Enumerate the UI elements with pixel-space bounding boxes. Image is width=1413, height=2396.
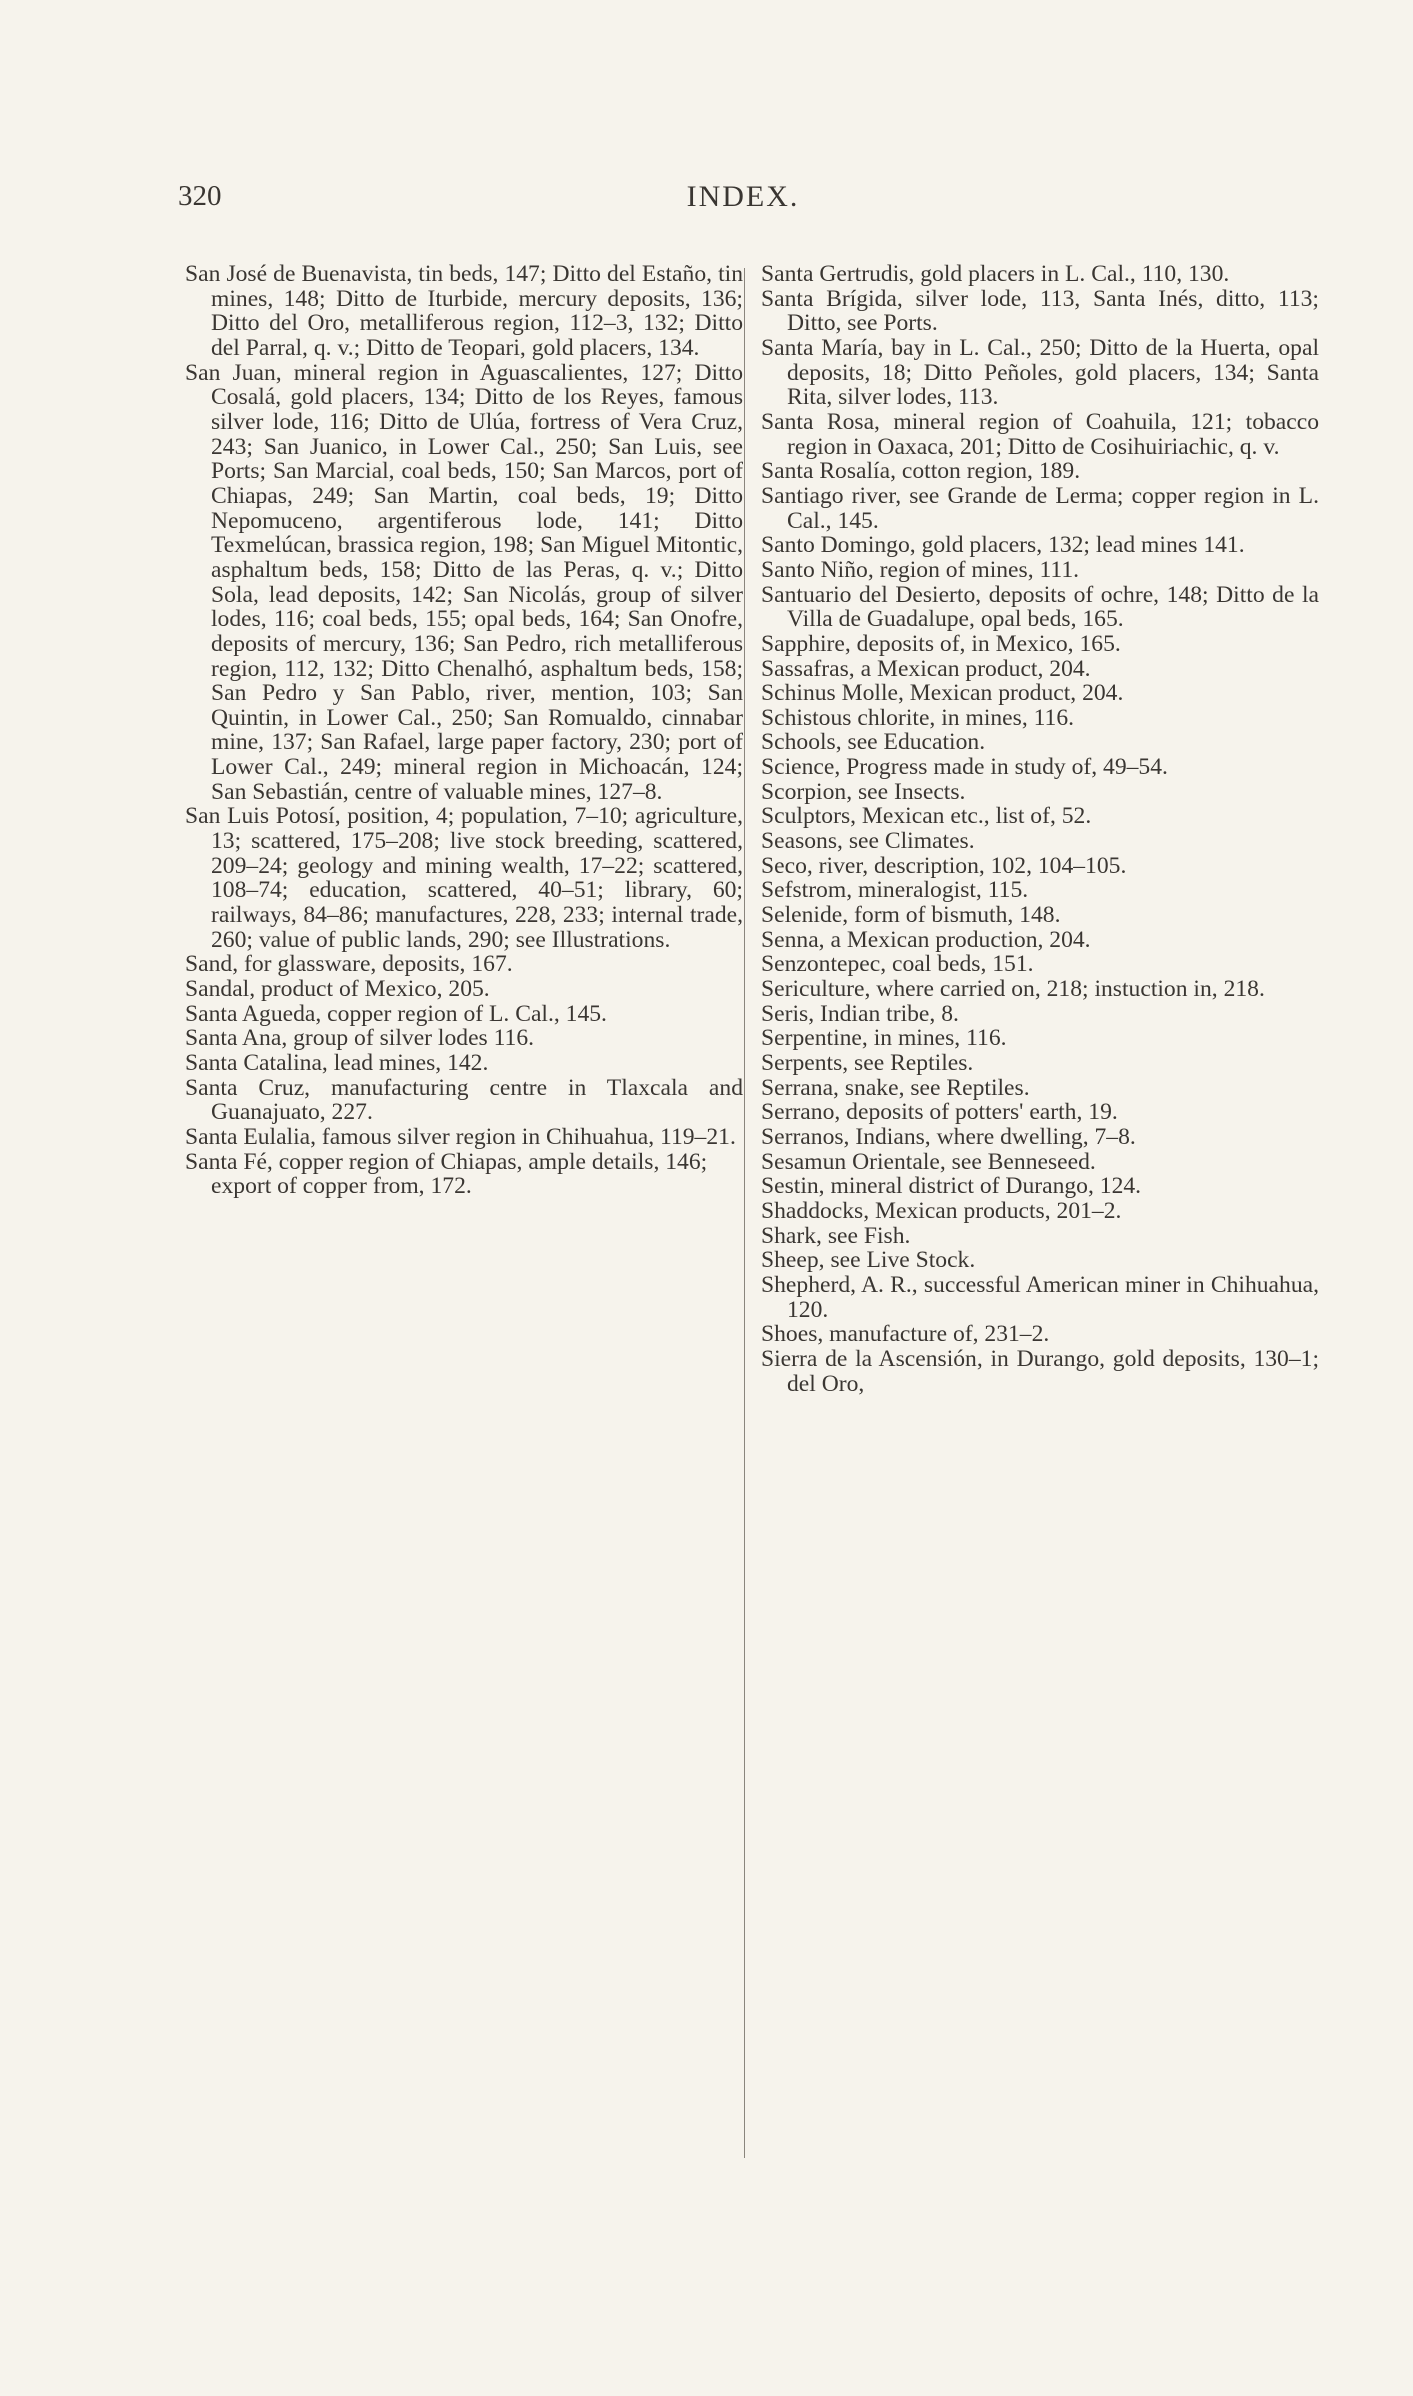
column-divider	[744, 268, 745, 2158]
index-entry: San Juan, mineral region in Aguascalientes, 127; Ditto Cosalá, gold placers, 134; Ditto de los Reyes, famous silver lode, 116; Ditto de Ulúa, fortress of Vera Cruz, 243; San Juanico, in Lower Cal., 250; San Luis, see Ports; San Marcial, coal beds, 150; San Marcos, port of Chiapas, 249; San Martin, coal beds, 19; Ditto Nepomuceno, argentiferous lode, 141; Ditto Texmelúcan, brassica region, 198; San Miguel Mitontic, asphaltum beds, 158; Ditto de las Peras, q. v.; Ditto Sola, lead deposits, 142; San Nicolás, group of silver lodes, 116; coal beds, 155; opal beds, 164; San Onofre, deposits of mercury, 136; San Pedro, rich metalliferous region, 112, 132; Ditto Chenalhó, asphaltum beds, 158; San Pedro y San Pablo, river, mention, 103; San Quintin, in Lower Cal., 250; San Romualdo, cinnabar mine, 137; San Rafael, large paper factory, 230; port of Lower Cal., 249; mineral region in Michoacán, 124; San Sebastián, centre of valuable mines, 127–8.	[185, 359, 743, 805]
index-entry: Sand, for glassware, deposits, 167.	[185, 951, 513, 978]
index-entry: Science, Progress made in study of, 49–54.	[761, 754, 1168, 781]
index-entry: Senna, a Mexican production, 204.	[761, 926, 1091, 953]
index-entry: Santa Brígida, silver lode, 113, Santa Inés, ditto, 113; Ditto, see Ports.	[761, 285, 1319, 337]
running-head	[178, 180, 1308, 220]
index-entry: San Luis Potosí, position, 4; population, 7–10; agriculture, 13; scattered, 175–208; live stock breeding, scattered, 209–24; geology and mining wealth, 17–22; scattered, 108–74; education, scattered, 40–51; library, 60; railways, 84–86; manufactures, 228, 233; internal trade, 260; value of public lands, 290; see Illustrations.	[185, 803, 743, 953]
index-entry: Sassafras, a Mexican product, 204.	[761, 655, 1091, 682]
index-entry: Sericulture, where carried on, 218; instuction in, 218.	[761, 976, 1265, 1003]
index-entry: Santo Niño, region of mines, 111.	[761, 556, 1080, 583]
index-entry: Scorpion, see Insects.	[761, 778, 966, 805]
index-entry: Selenide, form of bismuth, 148.	[761, 902, 1061, 929]
index-entry: Shark, see Fish.	[761, 1222, 911, 1249]
index-entry: Schools, see Education.	[761, 729, 986, 756]
index-entry: Santo Domingo, gold placers, 132; lead mines 141.	[761, 532, 1245, 559]
index-entry: Sesamun Orientale, see Benneseed.	[761, 1148, 1096, 1175]
index-column-right	[761, 262, 1319, 1396]
index-entry: Seris, Indian tribe, 8.	[761, 1000, 959, 1027]
index-entry: Santiago river, see Grande de Lerma; copper region in L. Cal., 145.	[761, 482, 1319, 534]
index-entry: Shepherd, A. R., successful American miner in Chihuahua, 120.	[761, 1271, 1319, 1323]
index-entry: Santa Agueda, copper region of L. Cal., 145.	[185, 1000, 607, 1027]
index-entry: Sandal, product of Mexico, 205.	[185, 976, 490, 1003]
index-entry: Sierra de la Ascensión, in Durango, gold deposits, 130–1; del Oro,	[761, 1345, 1319, 1397]
running-title: INDEX.	[686, 180, 800, 213]
index-entry: Santa Rosalía, cotton region, 189.	[761, 458, 1081, 485]
index-entry: Schistous chlorite, in mines, 116.	[761, 704, 1075, 731]
index-entry: Sapphire, deposits of, in Mexico, 165.	[761, 630, 1121, 657]
page-number: 320	[178, 180, 222, 212]
index-entry: Sheep, see Live Stock.	[761, 1247, 976, 1274]
index-entry: Serranos, Indians, where dwelling, 7–8.	[761, 1123, 1136, 1150]
index-entry: Santuario del Desierto, deposits of ochre, 148; Ditto de la Villa de Guadalupe, opal beds, 165.	[761, 581, 1319, 633]
index-entry: Santa Rosa, mineral region of Coahuila, 121; tobacco region in Oaxaca, 201; Ditto de Cosihuiriachic, q. v.	[761, 408, 1319, 460]
index-entry: San José de Buenavista, tin beds, 147; Ditto del Estaño, tin mines, 148; Ditto de Iturbide, mercury deposits, 136; Ditto del Oro, metalliferous region, 112–3, 132; Ditto del Parral, q. v.; Ditto de Teopari, gold placers, 134.	[185, 261, 743, 361]
index-entry: Shaddocks, Mexican products, 201–2.	[761, 1197, 1122, 1224]
index-entry: Sculptors, Mexican etc., list of, 52.	[761, 803, 1092, 830]
index-entry: Senzontepec, coal beds, 151.	[761, 951, 1034, 978]
index-entry: Seasons, see Climates.	[761, 828, 975, 855]
index-entry: Santa Eulalia, famous silver region in Chihuahua, 119–21.	[185, 1123, 736, 1150]
index-entry: Santa Ana, group of silver lodes 116.	[185, 1025, 535, 1052]
index-entry: Santa Catalina, lead mines, 142.	[185, 1050, 489, 1076]
index-entry: Sestin, mineral district of Durango, 124.	[761, 1173, 1142, 1200]
index-entry: Serrana, snake, see Reptiles.	[761, 1074, 1030, 1101]
index-entry: Schinus Molle, Mexican product, 204.	[761, 680, 1124, 707]
index-entry: Santa Gertrudis, gold placers in L. Cal., 110, 130.	[761, 261, 1230, 287]
index-entry: Sefstrom, mineralogist, 115.	[761, 877, 1029, 904]
index-column-left	[185, 262, 743, 1199]
index-entry: Serpentine, in mines, 116.	[761, 1025, 1007, 1052]
index-entry: Serrano, deposits of potters' earth, 19.	[761, 1099, 1118, 1126]
index-entry: Santa Cruz, manufacturing centre in Tlaxcala and Guanajuato, 227.	[185, 1074, 743, 1126]
index-entry: Serpents, see Reptiles.	[761, 1050, 974, 1076]
index-entry: Santa María, bay in L. Cal., 250; Ditto de la Huerta, opal deposits, 18; Ditto Peñoles, gold placers, 134; Santa Rita, silver lodes, 113.	[761, 334, 1319, 411]
index-entry: Shoes, manufacture of, 231–2.	[761, 1321, 1050, 1348]
index-entry: Seco, river, description, 102, 104–105.	[761, 852, 1127, 879]
index-entry: Santa Fé, copper region of Chiapas, ample details, 146; export of copper from, 172.	[185, 1148, 708, 1200]
